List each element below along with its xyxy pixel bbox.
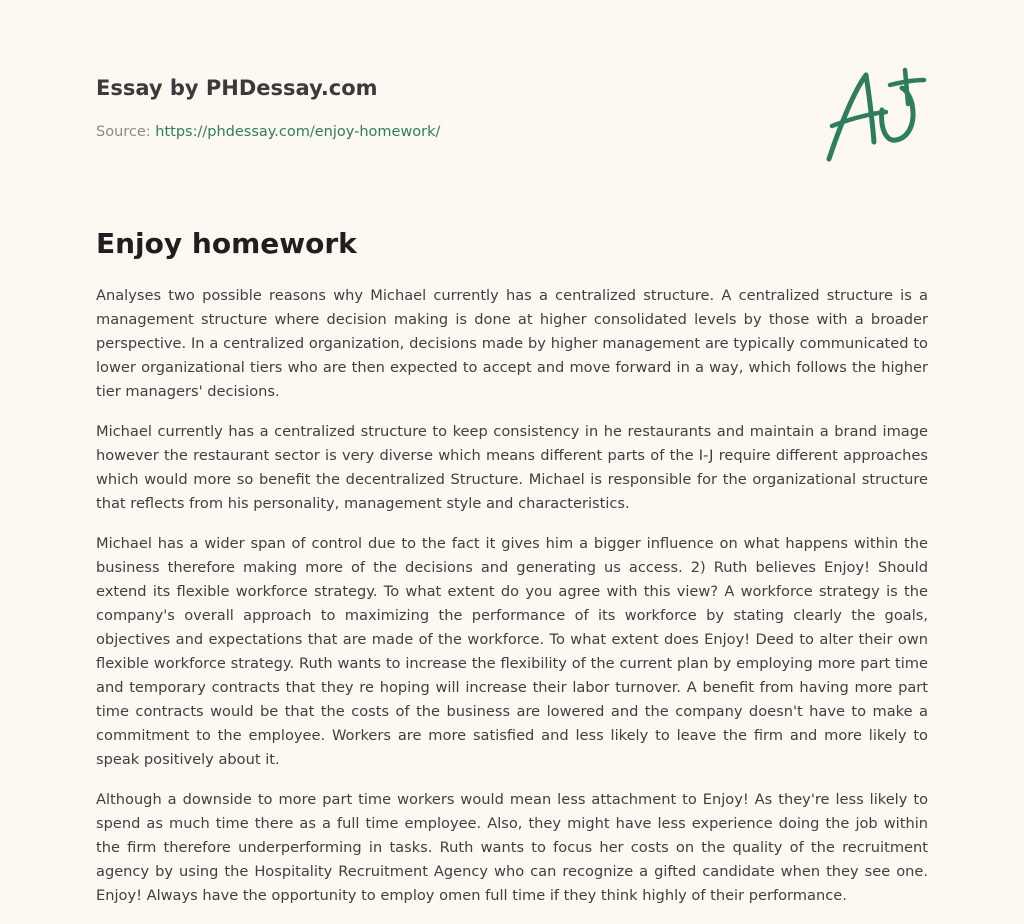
source-line: [96, 124, 440, 140]
source-link[interactable]: https://phdessay.com/enjoy-homework/: [155, 124, 441, 140]
source-label: Source:: [96, 124, 156, 140]
site-title: Essay by PHDessay.com: [96, 76, 378, 100]
paragraph: Although a downside to more part time workers would mean less attachment to Enjoy! As they're less likely to spend as much time there as a full time employee. Also, they might have less experience doing the job within the firm therefore underperforming in tasks. Ruth wants to focus her costs on the quality of the recruitment agency by using the Hospitality Recruitment Agency who can recognize a gifted candidate when they see one. Enjoy! Always have the opportunity to employ omen full time if they think highly of their performance.: [96, 791, 928, 904]
paragraph: Michael has a wider span of control due to the fact it gives him a bigger influence on what happens within the business therefore making more of the decisions and generating us access. 2) Ruth believes Enjoy! Should extend its flexible workforce strategy. To what extent do you agree with this view? A workforce strategy is the company's overall approach to maximizing the performance of its workforce by stating clearly the goals, objectives and expectations that are made of the workforce. To what extent does Enjoy! Deed to alter their own flexible workforce strategy. Ruth wants to increase the flexibility of the current plan by employing more part time and temporary contracts that they re hoping will increase their labor turnover. A benefit from having more part time contracts would be that the costs of the business are lowered and the company doesn't have to make a commitment to the employee. Workers are more satisfied and less likely to leave the firm and more likely to speak positively about it.: [96, 535, 928, 768]
essay-title: Enjoy homework: [96, 227, 357, 260]
a-plus-grade-icon: [826, 66, 936, 166]
paragraph: Michael currently has a centralized structure to keep consistency in he restaurants and maintain a brand image however the restaurant sector is very diverse which means different parts of the I-J require different approaches which would more so benefit the decentralized Structure. Michael is responsible for the organizational structure that reflects from his personality, management style and characteristics.: [96, 423, 928, 512]
essay-body: [96, 284, 928, 924]
paragraph: Analyses two possible reasons why Michael currently has a centralized structure. A centralized structure is a management structure where decision making is done at higher consolidated levels by those with a broader perspective. In a centralized organization, decisions made by higher management are typically communicated to lower organizational tiers who are then expected to accept and move forward in a way, which follows the higher tier managers' decisions.: [96, 287, 928, 400]
